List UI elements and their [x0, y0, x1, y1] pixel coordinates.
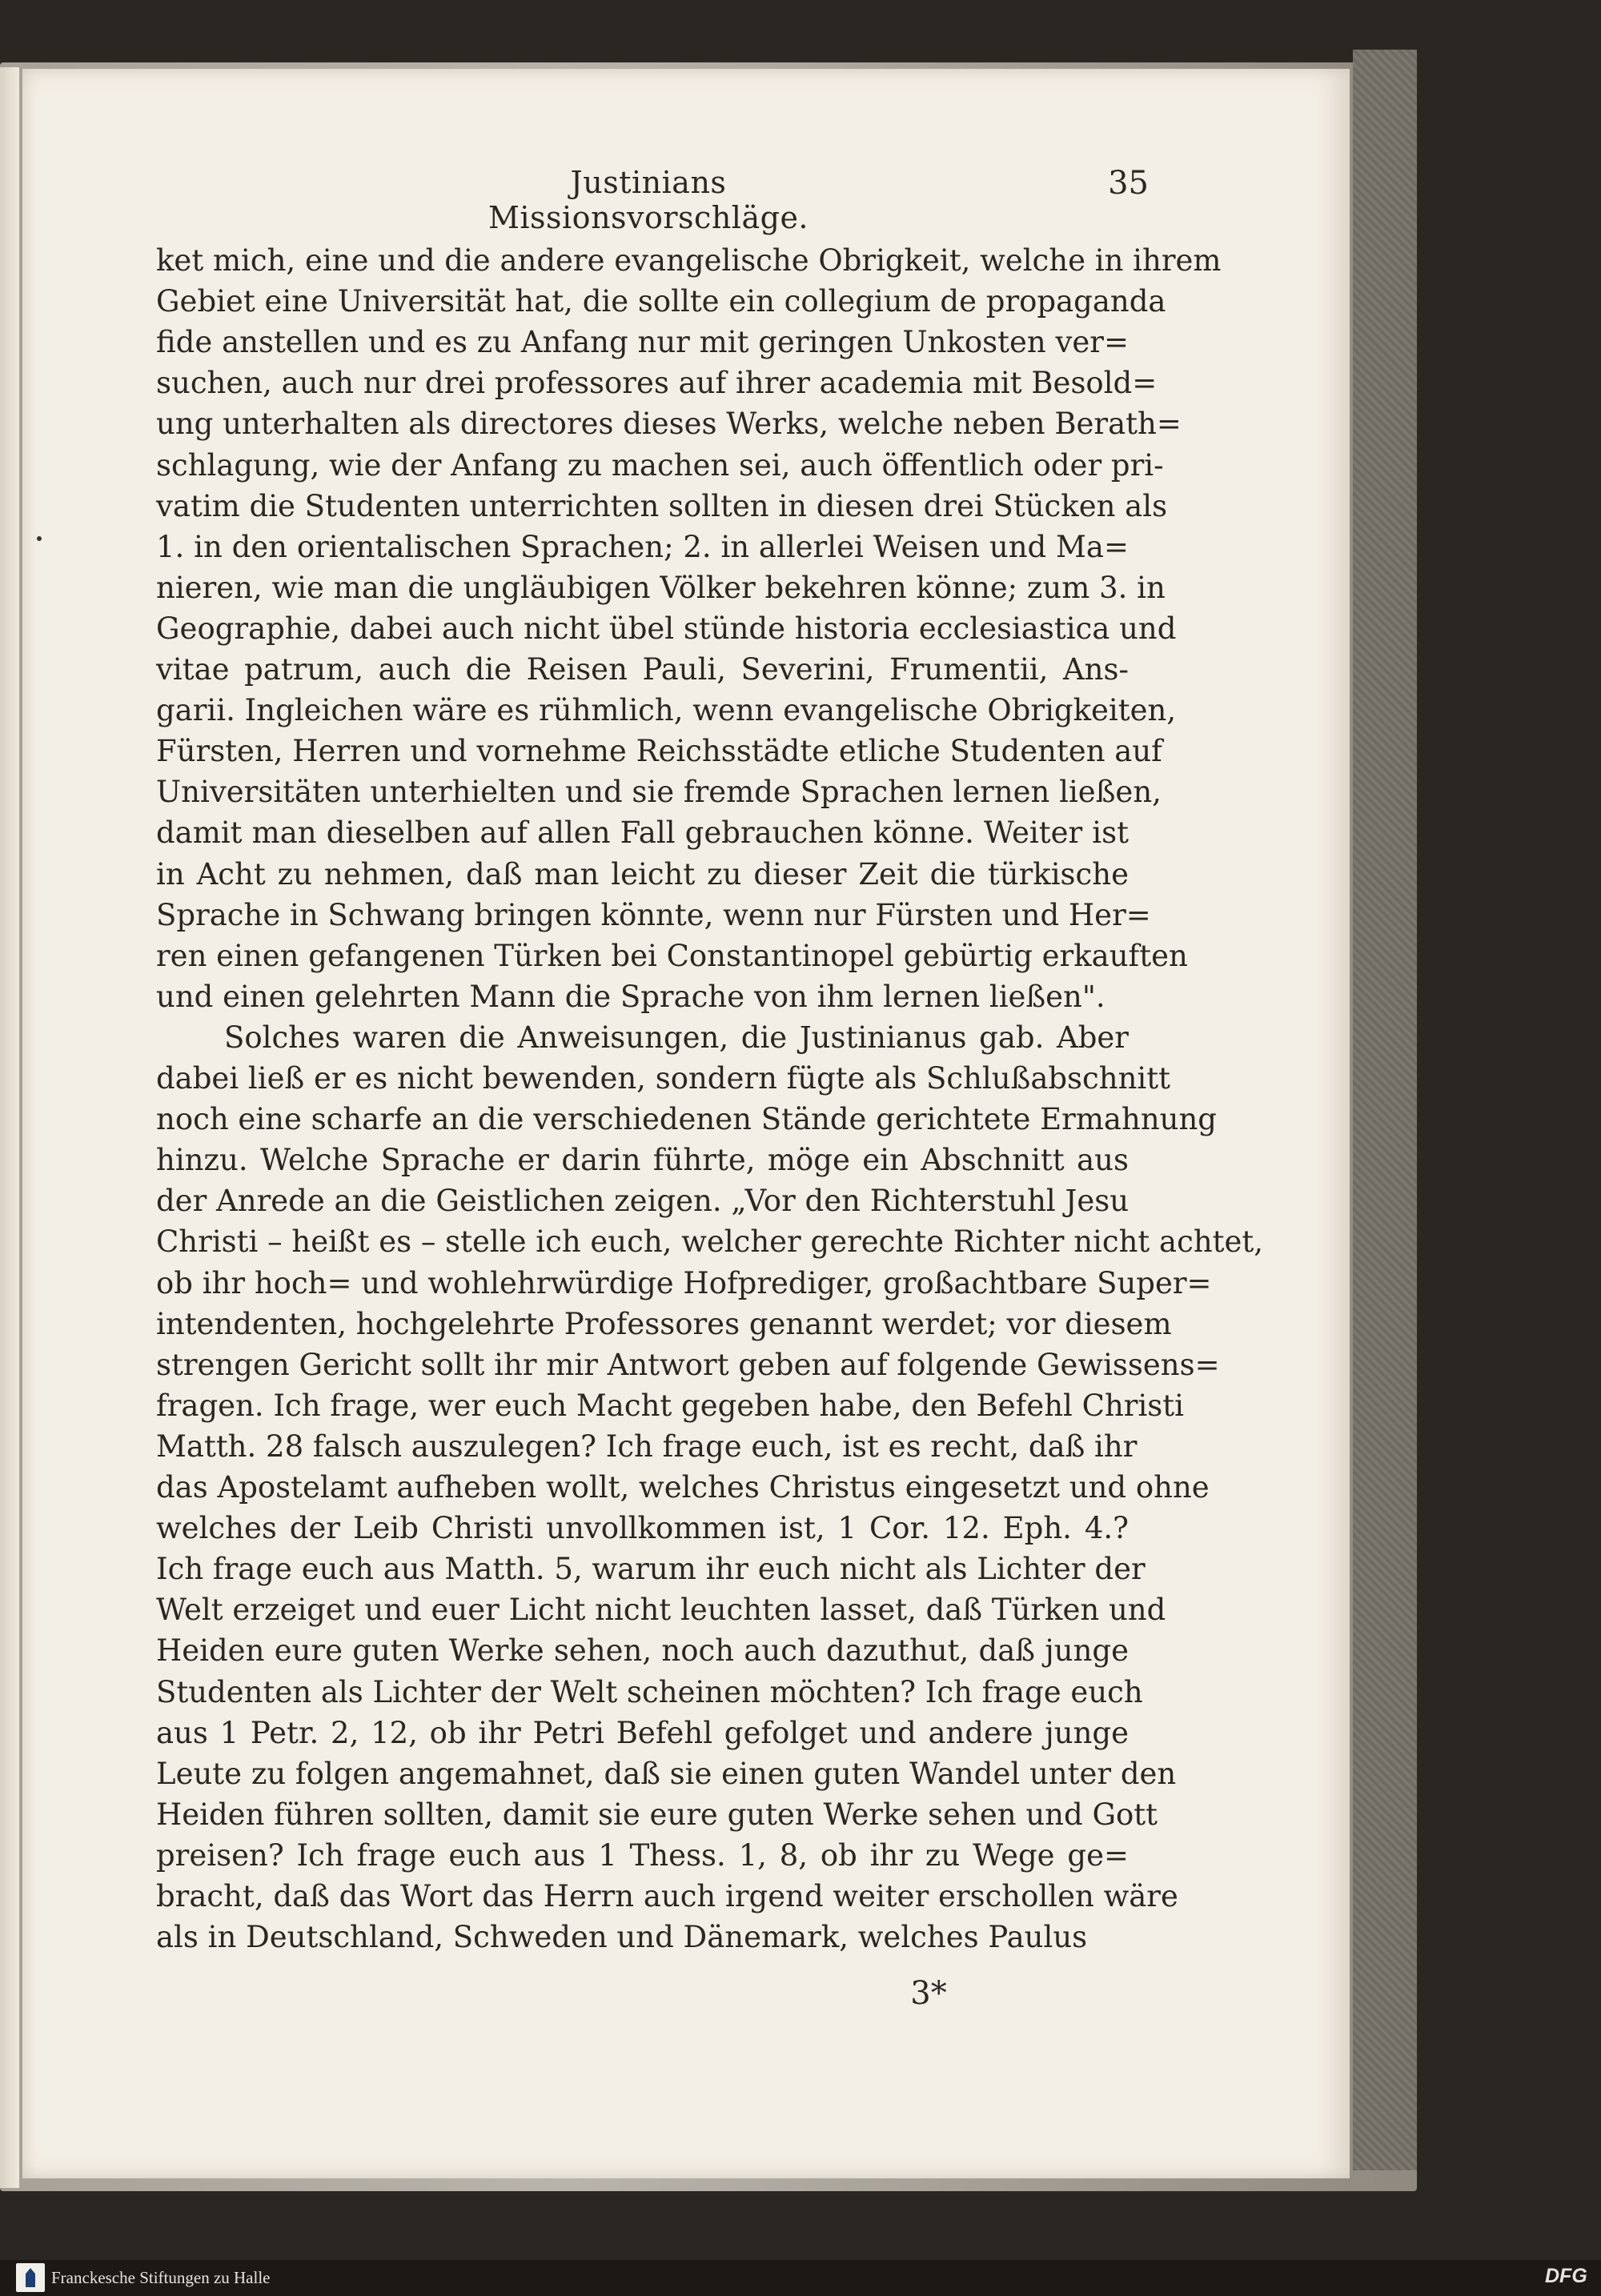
page-number: 35: [1108, 165, 1149, 202]
text-line: Welt erzeiget und euer Licht nicht leuchten lasset, daß Türken und: [156, 1593, 1166, 1628]
text-line: garii. Ingleichen wäre es rühmlich, wenn evangelische Obrigkeiten,: [156, 693, 1177, 728]
text-line: Matth. 28 falsch auszulegen? Ich frage euch, ist es recht, daß ihr: [156, 1428, 1138, 1464]
margin-mark: [37, 536, 42, 541]
text-line: dabei ließ er es nicht bewenden, sondern fügte als Schlußabschnitt: [156, 1061, 1170, 1096]
text-line: vitae patrum, auch die Reisen Pauli, Severini, Frumentii, Ans-: [156, 652, 1129, 687]
text-line: ob ihr hoch= und wohlehrwürdige Hofprediger, großachtbare Super=: [156, 1265, 1212, 1300]
text-line: fide anstellen und es zu Anfang nur mit geringen Unkosten ver=: [156, 325, 1129, 360]
dfg-logo: DFG: [1545, 2265, 1587, 2287]
signature-mark: 3*: [910, 1975, 947, 2012]
book-spine-cloth: [1353, 50, 1417, 2170]
text-line: welches der Leib Christi unvollkommen ist, 1 Cor. 12. Eph. 4.?: [156, 1511, 1129, 1546]
text-line: Christi – heißt es – stelle ich euch, welcher gerechte Richter nicht achtet,: [156, 1224, 1264, 1260]
text-line: suchen, auch nur drei professores auf ihrer academia mit Besold=: [156, 366, 1158, 401]
text-line: noch eine scharfe an die verschiedenen Stände gerichtete Ermahnung: [156, 1102, 1217, 1137]
left-page-edge: [0, 67, 19, 2188]
text-line: Solches waren die Anweisungen, die Justinianus gab. Aber: [224, 1020, 1129, 1055]
text-line: vatim die Studenten unterrichten sollten in diesen drei Stücken als: [156, 488, 1168, 523]
text-line: bracht, daß das Wort das Herrn auch irgend weiter erschollen wäre: [156, 1879, 1178, 1913]
text-line: damit man dieselben auf allen Fall gebrauchen könne. Weiter ist: [156, 815, 1129, 851]
text-line: Geographie, dabei auch nicht übel stünde historia ecclesiastica und: [156, 611, 1177, 646]
text-line: strengen Gericht sollt ihr mir Antwort geben auf folgende Gewissens=: [156, 1347, 1220, 1382]
francke-logo-icon: [16, 2263, 45, 2292]
text-line: ung unterhalten als directores dieses Werks, welche neben Berath=: [156, 407, 1182, 442]
text-line: in Acht zu nehmen, daß man leicht zu dieser Zeit die türkische: [156, 856, 1129, 892]
running-head: Justinians Missionsvorschläge.: [488, 165, 809, 235]
text-line: und einen gelehrten Mann die Sprache von ihm lernen ließen".: [156, 979, 1105, 1014]
text-line: ket mich, eine und die andere evangelische Obrigkeit, welche in ihrem: [156, 243, 1222, 278]
text-line: Sprache in Schwang bringen könnte, wenn nur Fürsten und Her=: [156, 897, 1151, 932]
text-line: intendenten, hochgelehrte Professores genannt werdet; vor diesem: [156, 1306, 1172, 1341]
text-line: Heiden eure guten Werke sehen, noch auch dazuthut, daß junge: [156, 1633, 1129, 1669]
text-line: Ich frage euch aus Matth. 5, warum ihr euch nicht als Lichter der: [156, 1552, 1146, 1587]
text-line: Universitäten unterhielten und sie fremde Sprachen lernen ließen,: [156, 775, 1162, 810]
text-line: aus 1 Petr. 2, 12, ob ihr Petri Befehl gefolget und andere junge: [156, 1715, 1129, 1750]
text-line: das Apostelamt aufheben wollt, welches Christus eingesetzt und ohne: [156, 1470, 1210, 1505]
text-line: Fürsten, Herren und vornehme Reichsstädte etliche Studenten auf: [156, 734, 1162, 769]
institution-label: Franckesche Stiftungen zu Halle: [51, 2268, 271, 2287]
text-line: fragen. Ich frage, wer euch Macht gegeben habe, den Befehl Christi: [156, 1388, 1184, 1423]
text-line: Heiden führen sollten, damit sie eure guten Werke sehen und Gott: [156, 1797, 1158, 1832]
text-line: 1. in den orientalischen Sprachen; 2. in allerlei Weisen und Ma=: [156, 529, 1129, 564]
text-line: Leute zu folgen angemahnet, daß sie einen guten Wandel unter den: [156, 1756, 1177, 1791]
text-line: Studenten als Lichter der Welt scheinen möchten? Ich frage euch: [156, 1674, 1143, 1709]
text-line: Gebiet eine Universität hat, die sollte ein collegium de propaganda: [156, 284, 1166, 319]
text-line: ren einen gefangenen Türken bei Constantinopel gebürtig erkauften: [156, 938, 1188, 973]
text-line: preisen? Ich frage euch aus 1 Thess. 1, 8, ob ihr zu Wege ge=: [156, 1837, 1129, 1873]
text-line: nieren, wie man die ungläubigen Völker bekehren könne; zum 3. in: [156, 570, 1166, 605]
text-line: der Anrede an die Geistlichen zeigen. „Vor den Richterstuhl Jesu: [156, 1184, 1130, 1219]
text-line: schlagung, wie der Anfang zu machen sei, auch öffentlich oder pri-: [156, 447, 1164, 483]
text-line: als in Deutschland, Schweden und Dänemark, welches Paulus: [156, 1920, 1088, 1955]
text-line: hinzu. Welche Sprache er darin führte, möge ein Abschnitt aus: [156, 1143, 1129, 1178]
